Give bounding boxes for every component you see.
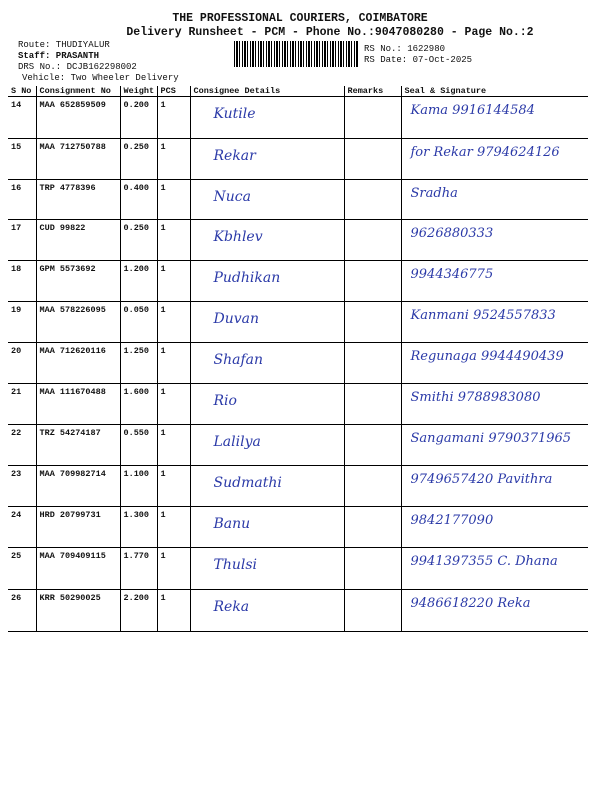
signature-handwriting: 9626880333 [410,226,494,241]
consignee-handwriting: Thulsi [213,557,258,573]
remarks-cell [344,302,401,343]
pcs-cell: 1 [157,343,190,384]
consignee-cell [190,261,344,302]
signature-handwriting: Smithi 9788983080 [410,390,541,405]
consignee-cell [190,343,344,384]
consignee-cell [190,180,344,220]
weight-cell: 0.250 [120,139,157,180]
pcs-cell: 1 [157,220,190,261]
signature-handwriting: 9941397355 C. Dhana [410,554,558,569]
route-label: Route: THUDIYALUR [18,40,110,50]
consignee-handwriting: Shafan [213,352,263,368]
remarks-cell [344,590,401,632]
s-no-cell: 26 [8,590,36,632]
signature-cell [401,261,588,302]
table-row [8,97,588,139]
weight-cell: 0.050 [120,302,157,343]
pcs-cell: 1 [157,590,190,632]
consignee-cell [190,97,344,139]
s-no-cell: 24 [8,507,36,548]
consignment-no-cell: MAA 712750788 [36,139,120,180]
company-title: THE PROFESSIONAL COURIERS, COIMBATORE [172,12,428,25]
consignee-handwriting: Sudmathi [213,475,282,491]
signature-cell [401,302,588,343]
table-row [8,343,588,384]
staff-label: Staff: PRASANTH [18,51,100,61]
weight-cell: 1.200 [120,261,157,302]
weight-cell: 1.300 [120,507,157,548]
pcs-cell: 1 [157,548,190,590]
pcs-cell: 1 [157,425,190,466]
consignee-cell [190,425,344,466]
remarks-cell [344,425,401,466]
consignment-no-cell: CUD 99822 [36,220,120,261]
consignee-handwriting: Rio [213,393,237,409]
col-remarks: Remarks [344,86,401,97]
signature-cell [401,384,588,425]
consignee-handwriting: Kbhlev [213,229,263,245]
consignee-handwriting: Reka [213,599,250,615]
consignee-cell [190,139,344,180]
weight-cell: 1.600 [120,384,157,425]
weight-cell: 0.550 [120,425,157,466]
signature-cell [401,220,588,261]
s-no-cell: 22 [8,425,36,466]
weight-cell: 0.400 [120,180,157,220]
consignee-handwriting: Nuca [213,189,251,205]
vehicle-label: Vehicle: Two Wheeler Delivery [22,73,179,83]
table-row [8,220,588,261]
consignee-handwriting: Duvan [213,311,260,327]
table-row [8,590,588,632]
rs-date: RS Date: 07-Oct-2025 [364,55,473,65]
consignment-no-cell: MAA 111670488 [36,384,120,425]
pcs-cell: 1 [157,97,190,139]
s-no-cell: 17 [8,220,36,261]
col-weight: Weight [120,86,157,97]
remarks-cell [344,97,401,139]
signature-cell [401,590,588,632]
table-row [8,466,588,507]
s-no-cell: 14 [8,97,36,139]
table-row [8,139,588,180]
signature-cell [401,466,588,507]
signature-cell [401,425,588,466]
weight-cell: 1.770 [120,548,157,590]
consignee-cell [190,590,344,632]
consignee-cell [190,384,344,425]
signature-handwriting: 9749657420 Pavithra [410,472,553,487]
signature-handwriting: for Rekar 9794624126 [410,145,560,160]
col-pcs: PCS [157,86,190,97]
signature-handwriting: Regunaga 9944490439 [410,349,564,364]
consignee-handwriting: Lalilya [213,434,261,450]
consignee-cell [190,548,344,590]
table-row [8,180,588,220]
signature-handwriting: Kanmani 9524557833 [410,308,556,323]
col-signature: Seal & Signature [401,86,588,97]
s-no-cell: 20 [8,343,36,384]
s-no-cell: 18 [8,261,36,302]
col-consignee: Consignee Details [190,86,344,97]
pcs-cell: 1 [157,302,190,343]
consignment-no-cell: MAA 712620116 [36,343,120,384]
signature-cell [401,180,588,220]
consignee-cell [190,220,344,261]
consignment-no-cell: GPM 5573692 [36,261,120,302]
consignee-handwriting: Rekar [213,148,256,164]
table-row [8,425,588,466]
remarks-cell [344,261,401,302]
weight-cell: 0.250 [120,220,157,261]
signature-handwriting: Kama 9916144584 [410,103,535,118]
remarks-cell [344,466,401,507]
consignee-cell [190,507,344,548]
consignment-no-cell: TRZ 54274187 [36,425,120,466]
col-sno: S No [8,86,36,97]
barcode [234,41,358,67]
signature-cell [401,97,588,139]
consignment-no-cell: MAA 578226095 [36,302,120,343]
remarks-cell [344,220,401,261]
signature-handwriting: 9842177090 [410,513,494,528]
pcs-cell: 1 [157,261,190,302]
runsheet-table [8,86,588,632]
remarks-cell [344,507,401,548]
pcs-cell: 1 [157,507,190,548]
signature-handwriting: 9944346775 [410,267,494,282]
s-no-cell: 23 [8,466,36,507]
weight-cell: 1.250 [120,343,157,384]
remarks-cell [344,139,401,180]
consignment-no-cell: MAA 709409115 [36,548,120,590]
consignment-no-cell: MAA 709982714 [36,466,120,507]
table-header-row [8,86,588,97]
consignment-no-cell: MAA 652859509 [36,97,120,139]
remarks-cell [344,180,401,220]
consignee-handwriting: Kutile [213,106,256,122]
signature-handwriting: Sradha [410,186,458,201]
remarks-cell [344,343,401,384]
signature-cell [401,548,588,590]
weight-cell: 2.200 [120,590,157,632]
consignment-no-cell: HRD 20799731 [36,507,120,548]
table-row [8,261,588,302]
remarks-cell [344,548,401,590]
table-row [8,384,588,425]
signature-cell [401,343,588,384]
remarks-cell [344,384,401,425]
s-no-cell: 25 [8,548,36,590]
runsheet-title: Delivery Runsheet - PCM - Phone No.:9047080280 - Page No.:2 [126,26,534,39]
col-consignment: Consignment No [36,86,120,97]
consignee-cell [190,302,344,343]
table-row [8,302,588,343]
signature-cell [401,139,588,180]
consignee-cell [190,466,344,507]
signature-cell [401,507,588,548]
table-row [8,507,588,548]
weight-cell: 1.100 [120,466,157,507]
s-no-cell: 21 [8,384,36,425]
s-no-cell: 16 [8,180,36,220]
signature-handwriting: 9486618220 Reka [410,596,531,611]
drs-label: DRS No.: DCJB162298002 [18,62,137,72]
pcs-cell: 1 [157,180,190,220]
rs-number: RS No.: 1622980 [364,44,446,54]
consignee-handwriting: Pudhikan [213,270,281,286]
consignment-no-cell: TRP 4778396 [36,180,120,220]
pcs-cell: 1 [157,139,190,180]
signature-handwriting: Sangamani 9790371965 [410,431,572,446]
consignment-no-cell: KRR 50290025 [36,590,120,632]
pcs-cell: 1 [157,466,190,507]
pcs-cell: 1 [157,384,190,425]
weight-cell: 0.200 [120,97,157,139]
consignee-handwriting: Banu [213,516,251,532]
s-no-cell: 19 [8,302,36,343]
s-no-cell: 15 [8,139,36,180]
table-row [8,548,588,590]
